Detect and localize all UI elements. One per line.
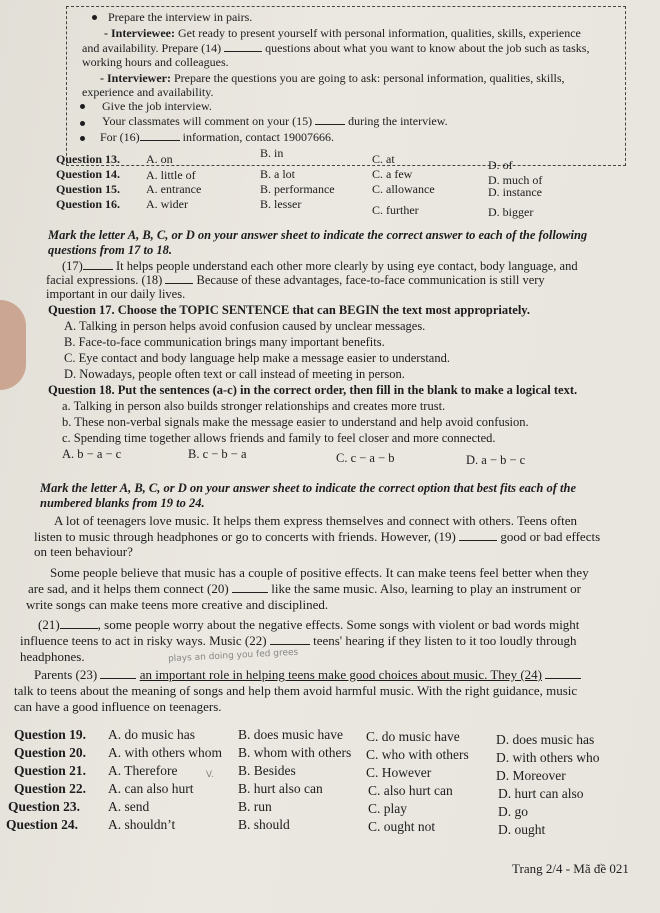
answer-option: C. further	[372, 203, 419, 217]
answer-option: C. allowance	[372, 182, 435, 196]
answer-option: B. lesser	[260, 197, 302, 211]
question-number: Question 13.	[56, 152, 121, 166]
option: D. Nowadays, people often text or call instead of meeting in person.	[64, 367, 405, 381]
answer-option: A. little of	[146, 168, 196, 182]
answer-option: B. whom with others	[238, 745, 352, 760]
box-line: Give the job interview.	[102, 99, 212, 113]
box-line: experience and availability.	[82, 85, 214, 99]
sentence: c. Spending time together allows friends and family to feel closer and more connected.	[62, 431, 496, 445]
passage-line: (17) It helps people understand each other more clearly by using eye contact, body language, and	[62, 259, 578, 273]
answer-option: A. wider	[146, 197, 188, 211]
handwritten-mark: V.	[205, 769, 215, 781]
passage-line: influence teens to act in risky ways. Music (22) teens' hearing if they listen to it too loudly through	[20, 633, 577, 648]
question-number: Question 20.	[14, 745, 87, 760]
question-title: Question 18. Put the sentences (a-c) in the correct order, then fill in the blank to make a logical text.	[48, 383, 578, 397]
answer-option: A. shouldn’t	[108, 817, 176, 832]
question-number: Question 23.	[8, 799, 81, 814]
answer-option: C. However	[366, 765, 432, 780]
answer-option: D. of	[488, 158, 513, 172]
answer-option: C. ought not	[368, 819, 436, 834]
passage-line: are sad, and it helps them connect (20) like the same music. Also, learning to play an instrument or	[28, 581, 581, 596]
passage-line: write songs can make teens more creative and disciplined.	[26, 597, 329, 612]
answer-option: D. hurt can also	[498, 786, 584, 801]
box-line: and availability. Prepare (14) questions about what you want to know about the job such as tasks,	[82, 41, 590, 55]
box-line: Prepare the interview in pairs.	[108, 10, 253, 24]
answer-option: D. go	[498, 804, 528, 819]
question-number: Question 16.	[56, 197, 121, 211]
answer-option: D. bigger	[488, 205, 534, 219]
passage-line: listen to music through headphones or go to concerts with friends. However, (19) good or bad effects	[34, 529, 601, 544]
answer-option: A. do music has	[108, 727, 195, 742]
sentence: a. Talking in person also builds stronger relationships and creates more trust.	[62, 399, 446, 413]
instruction: Mark the letter A, B, C, or D on your answer sheet to indicate the correct option that best fits each of the	[40, 481, 577, 495]
answer-option: B. run	[238, 799, 272, 814]
option: A. b − a − c	[62, 447, 122, 461]
handwritten-note: plays an doing you fed grees	[167, 647, 299, 665]
instruction: numbered blanks from 19 to 24.	[40, 496, 205, 510]
question-number: Question 24.	[6, 817, 79, 832]
answer-option: A. entrance	[146, 182, 202, 196]
passage-line: A lot of teenagers love music. It helps them express themselves and connect with others. Teens often	[54, 513, 578, 528]
answer-option: B. performance	[260, 182, 335, 196]
answer-option: D. much of	[488, 173, 543, 187]
bullet	[92, 15, 97, 20]
answer-option: B. hurt also can	[238, 781, 323, 796]
question-number: Question 22.	[14, 781, 87, 796]
passage-line: talk to teens about the meaning of songs and help them avoid harmful music. With the right guidance, music	[14, 683, 578, 698]
option: B. c − b − a	[188, 447, 247, 461]
box-line: Your classmates will comment on your (15) during the interview.	[102, 114, 448, 128]
answer-option: C. a few	[372, 167, 413, 181]
sentence: b. These non-verbal signals make the message easier to understand and help avoid confusion.	[62, 415, 529, 429]
passage-line: Some people believe that music has a couple of positive effects. It can make teens feel better when they	[50, 565, 589, 580]
answer-option: D. with others who	[496, 750, 600, 765]
option: B. Face-to-face communication brings many important benefits.	[64, 335, 385, 349]
passage-line: headphones.	[20, 649, 85, 664]
passage-line: on teen behaviour?	[34, 544, 133, 559]
page-footer: Trang 2/4 - Mã đề 021	[512, 861, 629, 876]
instruction: questions from 17 to 18.	[48, 243, 172, 257]
passage-line: facial expressions. (18) Because of these advantages, face-to-face communication is still very	[46, 273, 545, 287]
answer-option: B. in	[260, 146, 284, 160]
passage-line: (21) , some people worry about the negative effects. Some songs with violent or bad words might	[38, 617, 580, 632]
answer-option: B. Besides	[238, 763, 296, 778]
option: C. c − a − b	[336, 451, 395, 465]
answer-option: D. instance	[488, 185, 542, 199]
answer-option: A. send	[108, 799, 150, 814]
passage-line: can have a good influence on teenagers.	[14, 699, 222, 714]
passage-line: important in our daily lives.	[46, 287, 186, 301]
instruction: Mark the letter A, B, C, or D on your answer sheet to indicate the correct answer to each of the following	[48, 228, 588, 242]
option: C. Eye contact and body language help make a message easier to understand.	[64, 351, 450, 365]
answer-option: D. Moreover	[496, 768, 566, 783]
answer-option: C. play	[368, 801, 407, 816]
question-number: Question 14.	[56, 167, 121, 181]
answer-option: A. on	[146, 152, 173, 166]
question-number: Question 21.	[14, 763, 87, 778]
answer-option: A. Therefore	[108, 763, 178, 778]
bullet	[80, 136, 85, 141]
option: A. Talking in person helps avoid confusion caused by unclear messages.	[64, 319, 426, 333]
passage-line: Parents (23) an important role in helping teens make good choices about music. They (24)	[34, 668, 581, 682]
answer-option: D. does music has	[496, 732, 595, 747]
answer-option: C. at	[372, 152, 395, 166]
answer-option: D. ought	[498, 822, 546, 837]
box-line: working hours and colleagues.	[82, 55, 229, 69]
answer-option: C. do music have	[366, 729, 460, 744]
answer-option: B. should	[238, 817, 290, 832]
box-line: For (16) information, contact 19007666.	[100, 130, 334, 144]
answer-option: B. does music have	[238, 727, 343, 742]
answer-option: C. also hurt can	[368, 783, 453, 798]
box-line: - Interviewer: Prepare the questions you are going to ask: personal information, qualities, skills,	[100, 71, 565, 85]
answer-option: C. who with others	[366, 747, 469, 762]
answer-option: B. a lot	[260, 167, 295, 181]
answer-option: A. with others whom	[108, 745, 222, 760]
question-number: Question 15.	[56, 182, 121, 196]
box-line: - Interviewee: Get ready to present yourself with personal information, qualities, skills, experience	[104, 26, 581, 40]
answer-option: A. can also hurt	[108, 781, 194, 796]
question-number: Question 19.	[14, 727, 87, 742]
box-text: Get ready to present yourself with personal information, qualities, skills, experience	[174, 26, 581, 40]
bullet	[80, 121, 85, 126]
question-title: Question 17. Choose the TOPIC SENTENCE that can BEGIN the text most appropriately.	[48, 303, 530, 317]
option: D. a − b − c	[466, 453, 526, 467]
bullet	[80, 104, 85, 109]
finger-shadow	[0, 300, 26, 390]
